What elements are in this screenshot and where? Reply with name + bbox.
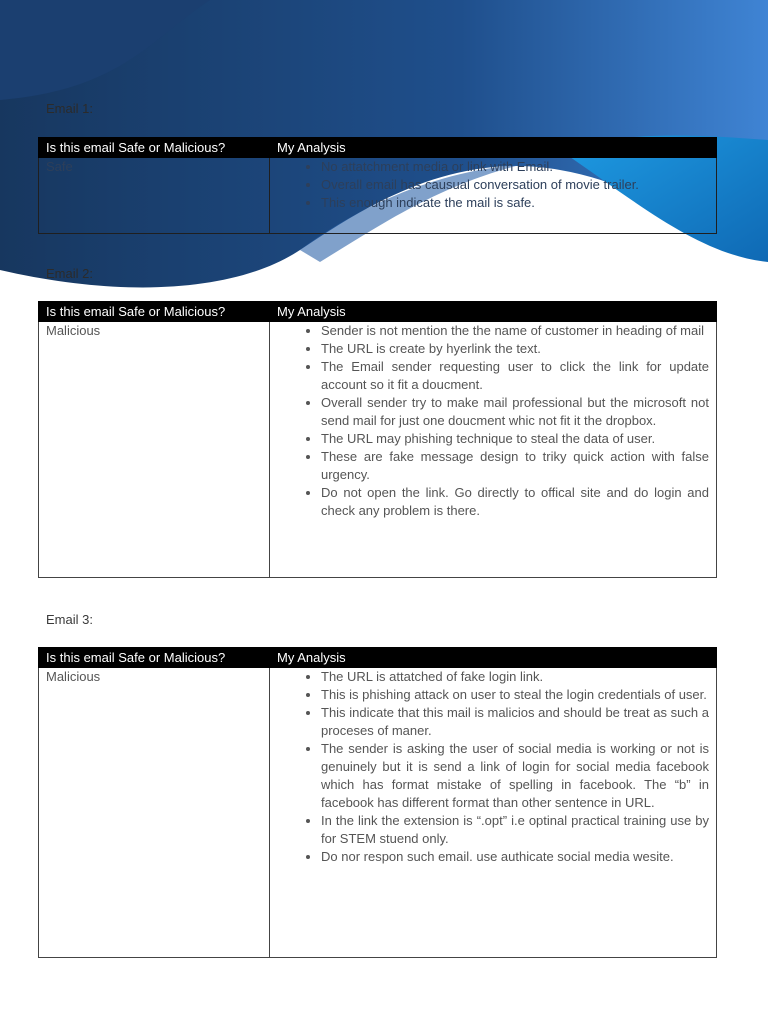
email-3-header-verdict: Is this email Safe or Malicious? [39,648,270,668]
email-3-heading: Email 3: [46,612,93,627]
email-3-point: • The sender is asking the user of social media is working or not is genuinely but it is send a link of login for social media facebook which has format mistake of spelling in facebook. The “b” in facebook has different format than other sentence in URL. [321,740,709,812]
email-2-verdict: Malicious [39,322,270,578]
email-1-header-analysis: My Analysis [270,138,717,158]
email-3-point: • Do nor respon such email. use authicate social media wesite. [321,848,709,866]
email-3-point: • This indicate that this mail is malicios and should be treat as such a proceses of maner. [321,704,709,740]
email-2-header-verdict: Is this email Safe or Malicious? [39,302,270,322]
email-3-table [38,647,717,958]
email-3-point: • The URL is attatched of fake login link. [321,668,709,686]
email-2-table [38,301,717,578]
email-1-point: • Overall email has causual conversation of movie trailer. [321,176,709,194]
email-1-verdict: Safe [39,158,270,234]
email-2-header-analysis: My Analysis [270,302,717,322]
email-1-header-verdict: Is this email Safe or Malicious? [39,138,270,158]
email-1-heading: Email 1: [46,101,93,116]
email-2-point: • Sender is not mention the the name of customer in heading of mail [321,322,709,340]
email-3-analysis [270,668,717,958]
email-2-point: • The Email sender requesting user to click the link for update account so it fit a doucment. [321,358,709,394]
email-2-heading: Email 2: [46,266,93,281]
email-3-header-analysis: My Analysis [270,648,717,668]
email-2-point: • The URL may phishing technique to steal the data of user. [321,430,709,448]
email-2-point: • Do not open the link. Go directly to offical site and do login and check any problem is there. [321,484,709,520]
email-2-point: • These are fake message design to triky quick action with false urgency. [321,448,709,484]
email-1-analysis [270,158,717,234]
email-1-point: • This enough indicate the mail is safe. [321,194,709,212]
email-1-point: • No attatchment media or link with Email. [321,158,709,176]
email-3-point: • This is phishing attack on user to steal the login credentials of user. [321,686,709,704]
email-2-analysis [270,322,717,578]
email-3-verdict: Malicious [39,668,270,958]
email-2-point: • The URL is create by hyerlink the text. [321,340,709,358]
email-1-table [38,137,717,234]
email-3-point: • In the link the extension is “.opt” i.e optinal practical training use by for STEM stuend only. [321,812,709,848]
email-2-point: • Overall sender try to make mail professional but the microsoft not send mail for just one doucment whic not fit it the dropbox. [321,394,709,430]
